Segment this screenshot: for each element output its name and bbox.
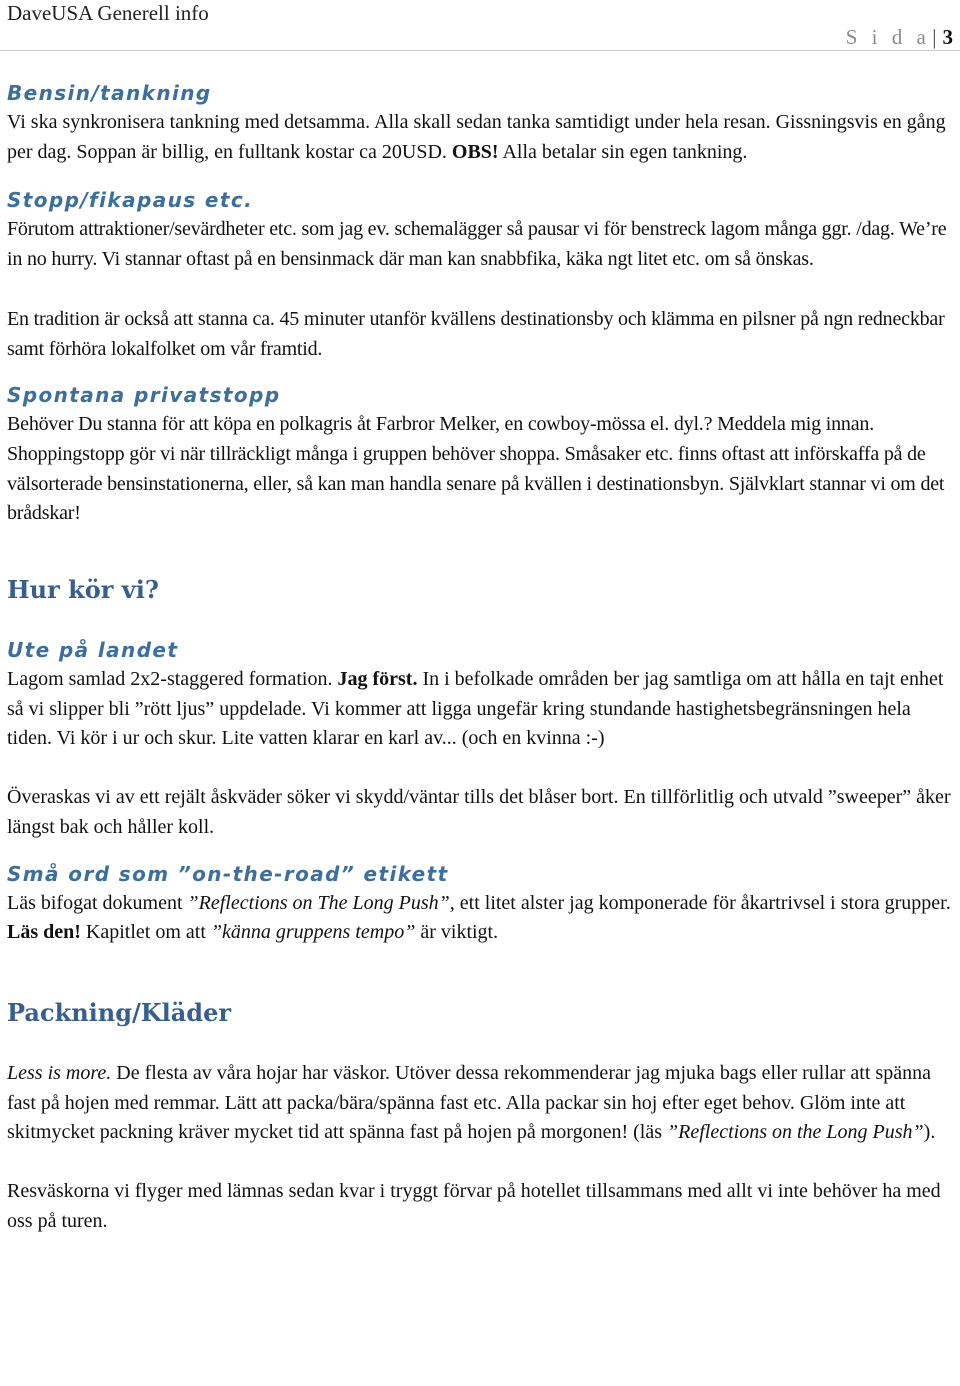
- bold-text: OBS!: [451, 140, 499, 163]
- paragraph-ute-1: [7, 665, 957, 754]
- text-run: Läs bifogat dokument: [7, 891, 188, 914]
- page-label: S i d a: [845, 25, 931, 49]
- text-run: är viktigt.: [415, 921, 499, 944]
- bold-text: Jag först.: [337, 668, 418, 691]
- heading-spontana: Spontana privatstopp: [7, 383, 281, 408]
- document-body: [7, 78, 957, 1236]
- paragraph-sma-ord: [7, 889, 957, 948]
- italic-text: ”Reflections on The Long Push”: [187, 891, 450, 914]
- italic-text: ”Reflections on the Long Push”: [667, 1121, 924, 1144]
- text-run: Alla betalar sin egen tankning.: [498, 140, 748, 163]
- text-run: In i befolkade områden ber jag samtliga om att hålla en tajt enhet så vi slipper bli ”rött ljus” uppdelade. Vi kommer att ligga ungefär kring stundande hastighetsbegränsningen hela tiden. Vi kör i ur och skur. Lite vatten klarar en karl av... (och en kvinna :-): [7, 668, 944, 750]
- paragraph-stopp-2: En tradition är också att stanna ca. 45 minuter utanför kvällens destinationsby och klämma en pilsner på ngn redneckbar samt förhöra lokalfolket om vår framtid.: [7, 307, 945, 360]
- paragraph-spontana: Behöver Du stanna för att köpa en polkagris åt Farbror Melker, en cowboy-mössa el. dyl.? Meddela mig innan. Shoppingstopp gör vi när tillräckligt många i gruppen behöver shoppa. Småsaker etc. finns oftast att införskaffa på de välsorterade bensinstationerna, eller, så kan man handla senare på kvällen i destinationsbyn. Självklart stannar vi om det brådskar!: [7, 413, 945, 525]
- italic-text: ”känna gruppens tempo”: [210, 921, 416, 944]
- page-number-indicator: [846, 25, 953, 49]
- text-run: Vi ska synkronisera tankning med detsamma. Alla skall sedan tanka samtidigt under hela resan. Gissningsvis en gång per dag. Soppan är billig, en fulltank kostar ca 20USD.: [7, 111, 946, 163]
- header-divider: [0, 50, 960, 51]
- heading-ute: Ute på landet: [7, 638, 179, 663]
- paragraph-ute-2: Överaskas vi av ett rejält åskväder söker vi skydd/väntar tills det blåser bort. En tillförlitlig och utvald ”sweeper” åker längst bak och håller koll.: [7, 786, 951, 838]
- bold-text: Läs den!: [7, 921, 81, 944]
- italic-text: Less is more.: [7, 1061, 112, 1084]
- page-number: 3: [942, 25, 953, 49]
- heading-stopp: Stopp/fikapaus etc.: [7, 188, 254, 213]
- text-run: ).: [923, 1121, 936, 1144]
- heading-sma-ord: Små ord som ”on-the-road” etikett: [7, 861, 449, 886]
- page-separator: |: [932, 25, 937, 49]
- text-run: De flesta av våra hojar har väskor. Utöver dessa rekommenderar jag mjuka bags eller rullar att spänna fast på hojen med remmar. Lätt att packa/bära/spänna fast etc. Alla packar sin hoj efter eget behov. Glöm inte att skitmycket packning kräver mycket tid att spänna fast på hojen på morgonen! (läs: [7, 1061, 931, 1144]
- document-title: DaveUSA Generell info: [7, 1, 209, 25]
- text-run: , ett litet alster jag komponerade för åkartrivsel i stora grupper.: [449, 891, 951, 914]
- heading-packning: Packning/Kläder: [7, 997, 231, 1027]
- heading-bensin: Bensin/tankning: [7, 81, 212, 105]
- paragraph-bensin: [7, 108, 957, 167]
- paragraph-packning-1: [7, 1059, 957, 1148]
- paragraph-packning-2: Resväskorna vi flyger med lämnas sedan kvar i tryggt förvar på hotellet tillsammans med allt vi inte behöver ha med oss på turen.: [7, 1180, 941, 1232]
- text-run: Kapitlet om att: [80, 921, 211, 944]
- page-header: [0, 0, 960, 50]
- paragraph-stopp-1: Förutom attraktioner/sevärdheter etc. som jag ev. schemalägger så pausar vi för benstreck lagom många ggr. /dag. We’re in no hurry. Vi stannar oftast på en bensinmack där man kan snabbfika, käka ngt litet etc. om så önskas.: [7, 218, 947, 271]
- text-run: Lagom samlad 2x2-staggered formation.: [7, 668, 338, 691]
- heading-hur-kor-vi: Hur kör vi?: [7, 575, 159, 605]
